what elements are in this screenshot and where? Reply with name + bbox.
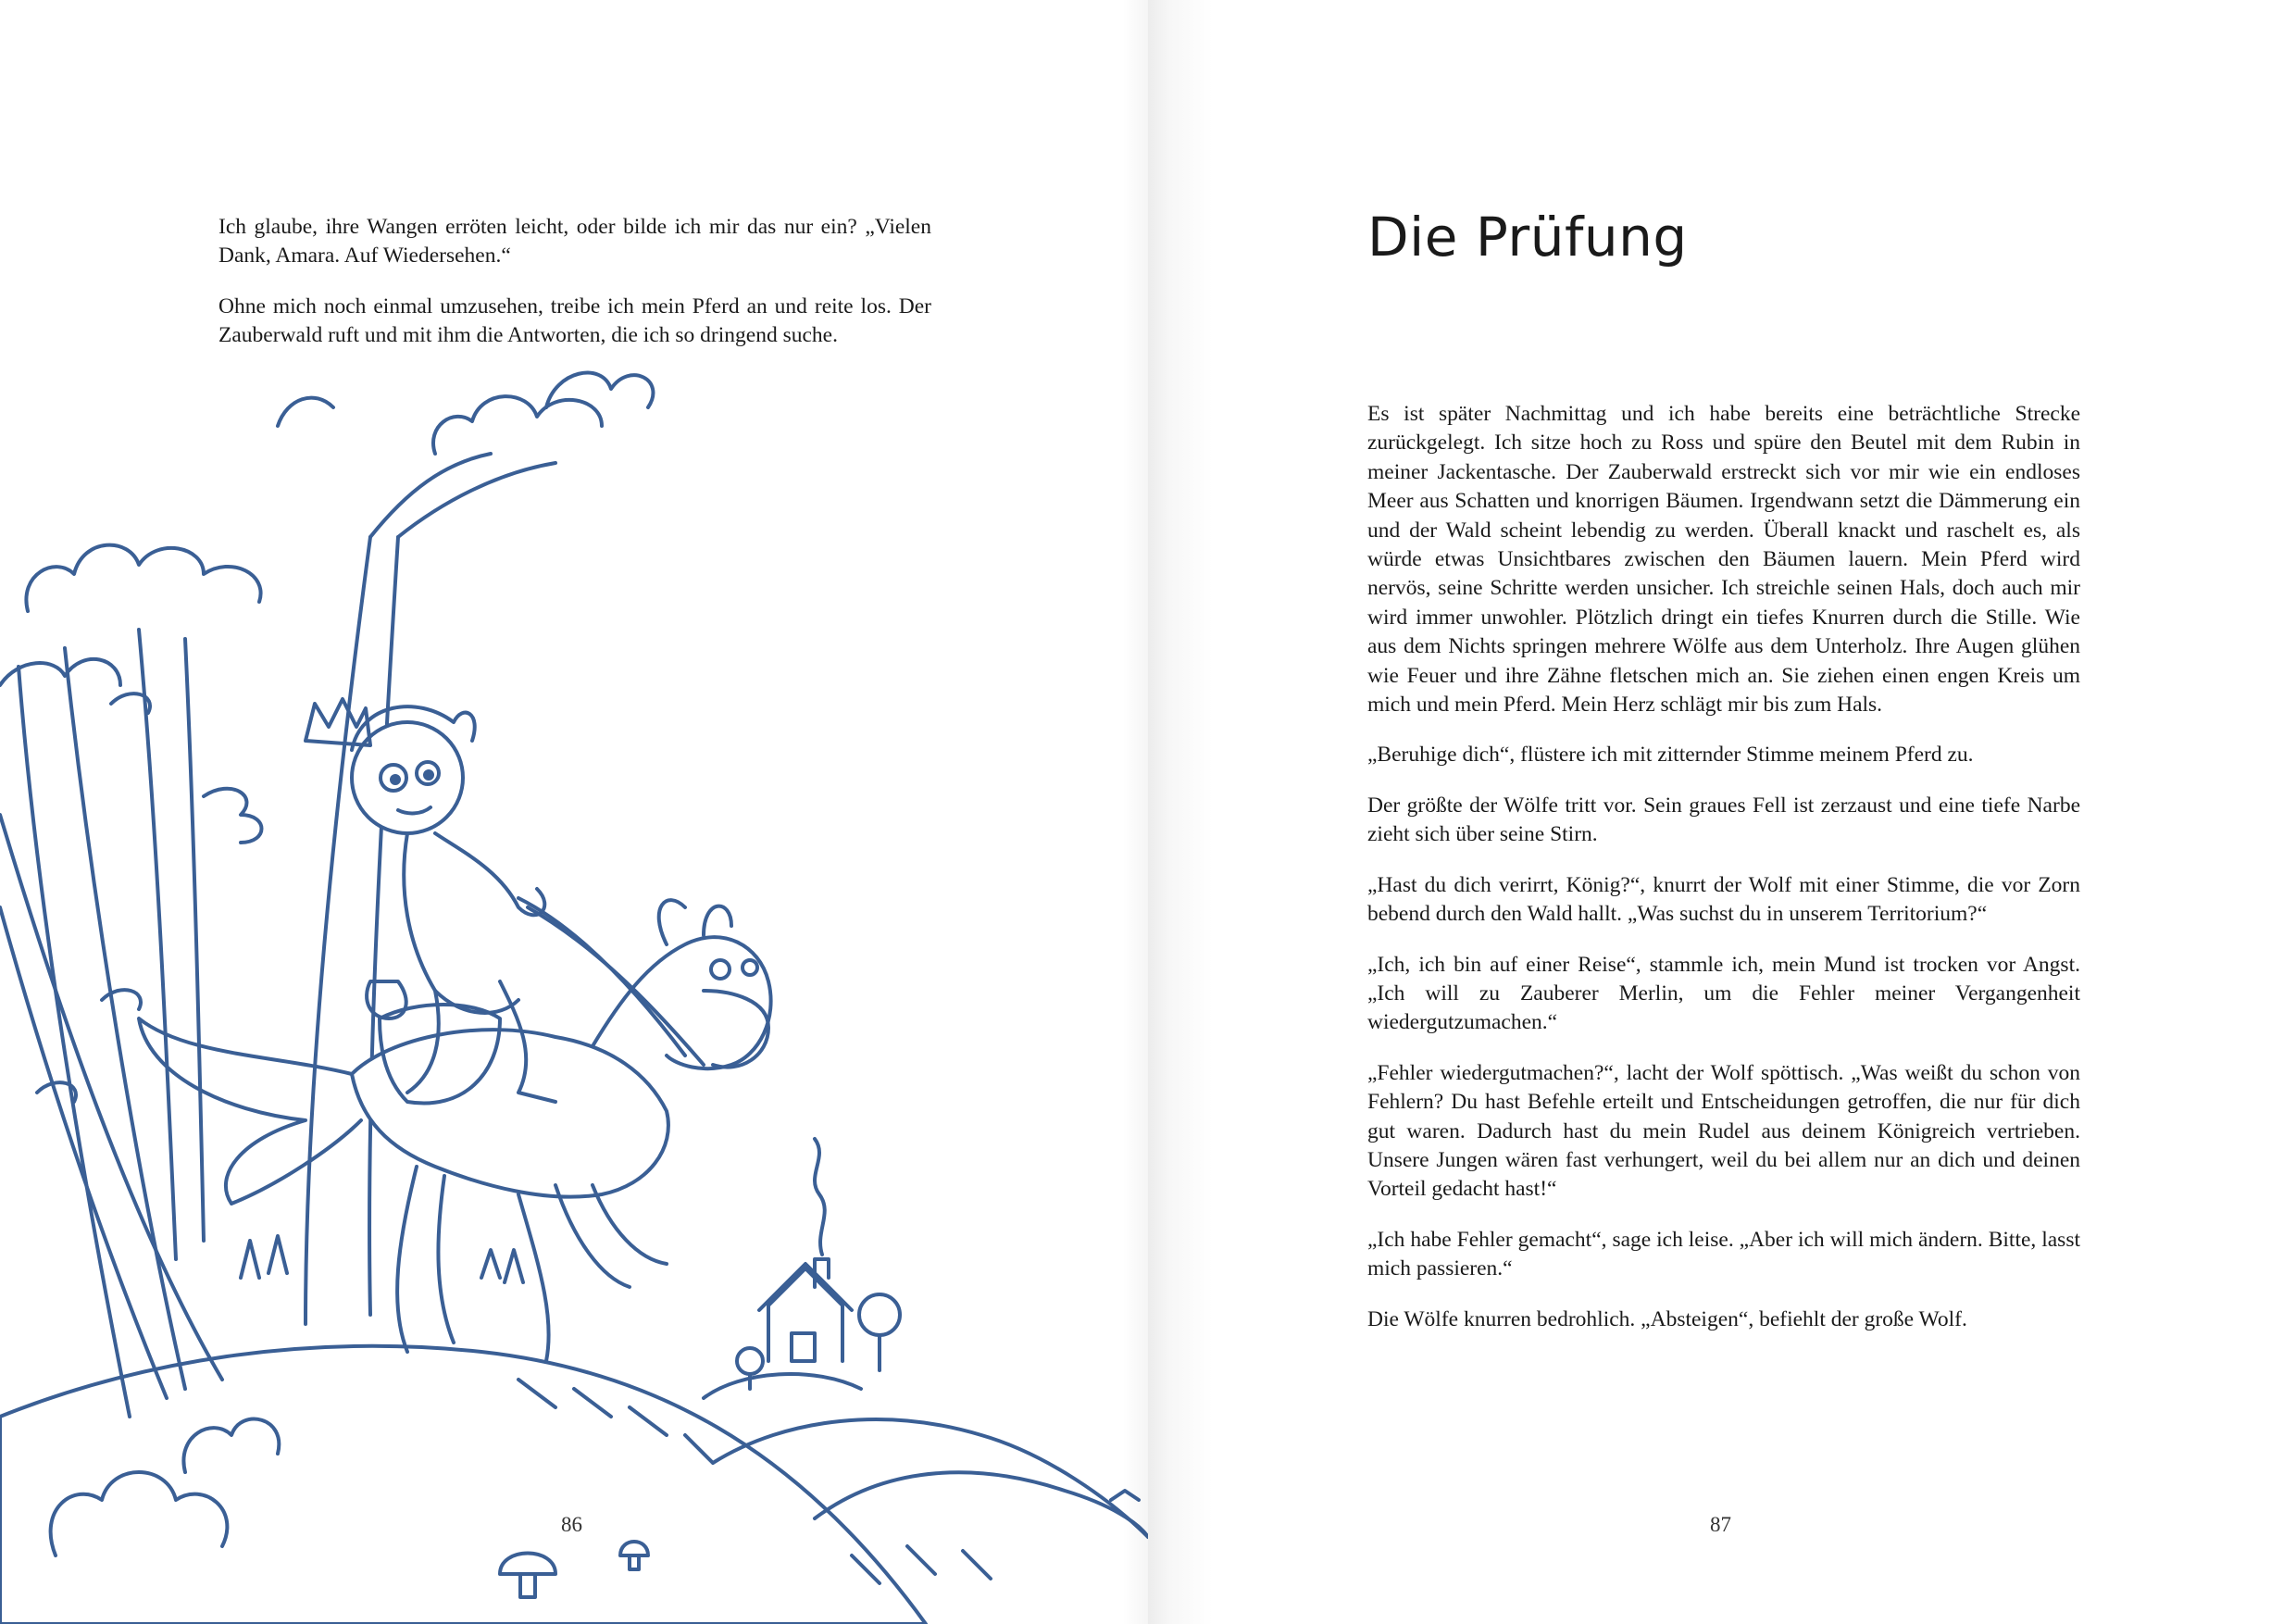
paragraph: „Ich, ich bin auf einer Reise“, stammle ich, mein Mund ist trocken vor Angst. „Ich will zu Zauberer Merlin, um die Fehler meiner Vergangenheit wiedergutzumachen.“: [1367, 952, 2080, 1035]
paragraph: Der größte der Wölfe tritt vor. Sein graues Fell ist zerzaust und eine tiefe Narbe zieht sich über seine Stirn.: [1367, 793, 2080, 847]
paragraph: Es ist später Nachmittag und ich habe bereits eine beträchtliche Strecke zurückgelegt. Ich sitze hoch zu Ross und spüre den Beutel mit dem Rubin in meiner Jackentasche. Der Zauberwald erstreckt sich vor mir wie ein endloses Meer aus Schatten und knorrigen Bäumen. Irgendwann setzt die Dämmerung ein und der Wald scheint lebendig zu werden. Überall knackt und raschelt es, als würde etwas Unsichtbares zwischen den Bäumen lauern. Mein Pferd wird nervös, seine Schritte werden unsicher. Ich streichle seinen Hals, doch auch mir wird immer unwohler. Plötzlich dringt ein tiefes Knurren durch die Stille. Wie aus dem Nichts springen mehrere Wölfe aus dem Unterholz. Ihre Augen glühen wie Feuer und ihre Zähne fletschen mich an. Sie ziehen einen engen Kreis um mich und mein Pferd. Mein Herz schlägt mir bis zum Hals.: [1367, 402, 2080, 718]
paragraph: Ohne mich noch einmal umzusehen, treibe ich mein Pferd an und reite los. Der Zauberwald ruft und mit ihm die Antworten, die ich so dringend suche.: [218, 294, 931, 348]
chapter-title: Die Prüfung: [1367, 206, 1688, 269]
paragraph: „Fehler wiedergutmachen?“, lacht der Wolf spöttisch. „Was weißt du schon von Fehlern? Du hast Befehle erteilt und Entscheidungen getroffen, die nur für dich gut waren. Dadurch hast du mein Rudel aus deinem Königreich vertrieben. Unsere Jungen wären fast verhungert, weil du bei allem nur an dich und deinen Vorteil gedacht hast!“: [1367, 1060, 2080, 1202]
left-page-text: [218, 213, 931, 372]
paragraph: „Ich habe Fehler gemacht“, sage ich leise. „Aber ich will mich ändern. Bitte, lasst mich passieren.“: [1367, 1227, 2080, 1281]
right-page-text: [1367, 400, 2080, 1355]
knight-on-horse-illustration: [0, 352, 1148, 1624]
gutter-shadow: [1122, 0, 1148, 1624]
paragraph: „Beruhige dich“, flüstere ich mit zitternder Stimme meinem Pferd zu.: [1367, 743, 1974, 768]
paragraph: Ich glaube, ihre Wangen erröten leicht, oder bilde ich mir das nur ein? „Vielen Dank, Amara. Auf Wiedersehen.“: [218, 215, 931, 269]
page-number: 87: [1710, 1513, 1731, 1536]
paragraph: „Hast du dich verirrt, König?“, knurrt der Wolf mit einer Stimme, die vor Zorn bebend durch den Wald hallt. „Was suchst du in unserem Territorium?“: [1367, 872, 2080, 927]
paragraph: Die Wölfe knurren bedrohlich. „Absteigen“, befiehlt der große Wolf.: [1367, 1306, 1967, 1331]
page-number: 86: [561, 1513, 582, 1536]
